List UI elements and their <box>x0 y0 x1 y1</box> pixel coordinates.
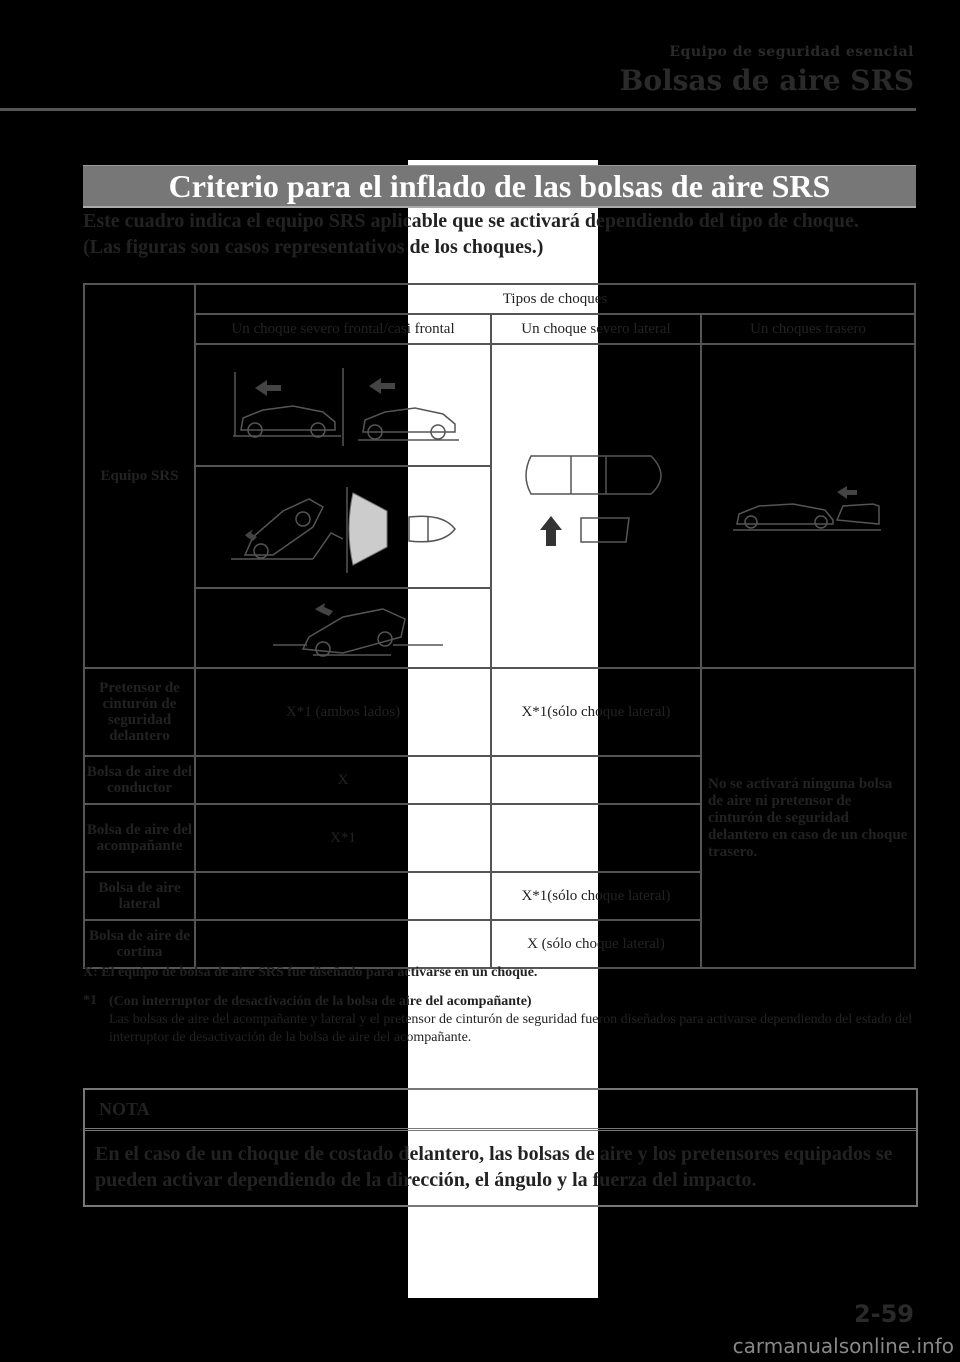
legend <box>83 965 916 1047</box>
cell-lateral <box>491 756 701 804</box>
col-header-rear: Un choques trasero <box>701 314 915 344</box>
figure-frontal-1 <box>195 344 491 466</box>
underride-crash-illustration <box>223 593 463 663</box>
site-watermark: carmanualsonline.info <box>732 1334 954 1358</box>
footnote-mark: *1 <box>83 993 97 1008</box>
page-number: 2-59 <box>853 1300 914 1328</box>
cell-lateral: X (sólo choque lateral) <box>491 920 701 968</box>
cell-lateral: X*1(sólo choque lateral) <box>491 668 701 756</box>
footnote-title: (Con interruptor de desactivación de la bolsa de aire del acompañante) <box>109 994 532 1009</box>
cell-lateral <box>491 804 701 872</box>
cell-frontal: X*1 (ambos lados) <box>195 668 491 756</box>
figure-frontal-3 <box>195 588 491 668</box>
page-title: Bolsas de aire SRS <box>619 64 914 97</box>
rear-note: No se activará ninguna bolsa de aire ni pretensor de cinturón de seguridad delantero en caso de un choque trasero. <box>701 668 915 968</box>
cell-frontal: X*1 <box>195 804 491 872</box>
row-label: Bolsa de aire del acompañante <box>84 804 195 872</box>
row-label: Bolsa de aire lateral <box>84 872 195 920</box>
side-crash-illustration <box>511 446 681 566</box>
rear-crash-illustration <box>733 476 883 536</box>
cell-lateral: X*1(sólo choque lateral) <box>491 872 701 920</box>
note-body: En el caso de un choque de costado delantero, las bolsas de aire y los pretensores equipados se pueden activar dependiendo de la dirección, el ángulo y la fuerza del impacto. <box>95 1143 893 1191</box>
header-divider <box>0 108 916 111</box>
footnote <box>83 993 916 1047</box>
col-header-frontal: Un choque severo frontal/casi frontal <box>195 314 491 344</box>
section-label: Equipo de seguridad esencial <box>669 44 914 60</box>
srs-criteria-table <box>83 283 916 969</box>
figure-frontal-2 <box>195 466 491 588</box>
note-box <box>83 1088 918 1207</box>
cell-frontal <box>195 872 491 920</box>
cell-frontal: X <box>195 756 491 804</box>
note-label: NOTA <box>85 1090 916 1131</box>
frontal-crash-illustration <box>223 360 463 450</box>
section-title: Criterio para el inflado de las bolsas de aire SRS <box>83 165 916 208</box>
row-label: Bolsa de aire del conductor <box>84 756 195 804</box>
intro-line-2: (Las figuras son casos representativos de los choques.) <box>83 236 544 258</box>
intro-text <box>83 208 916 260</box>
corner-label: Equipo SRS <box>84 284 195 668</box>
group-header: Tipos de choques <box>195 284 915 314</box>
x-legend: X: El equipo de bolsa de aire SRS fue diseñado para activarse en un choque. <box>83 965 538 980</box>
offset-crash-illustration <box>223 477 463 577</box>
cell-frontal <box>195 920 491 968</box>
figure-rear <box>701 344 915 668</box>
table-row <box>84 668 915 756</box>
row-label: Bolsa de aire de cortina <box>84 920 195 968</box>
footnote-body: Las bolsas de aire del acompañante y lateral y el pretensor de cinturón de seguridad fueron diseñados para activarse dependiendo del estado del interruptor de desactivación de la bolsa de aire del acompañante. <box>109 1012 913 1045</box>
figure-lateral <box>491 344 701 668</box>
intro-line-1: Este cuadro indica el equipo SRS aplicable que se activará dependiendo del tipo de choque. <box>83 210 859 232</box>
col-header-lateral: Un choque severo lateral <box>491 314 701 344</box>
row-label: Pretensor de cinturón de seguridad delantero <box>84 668 195 756</box>
